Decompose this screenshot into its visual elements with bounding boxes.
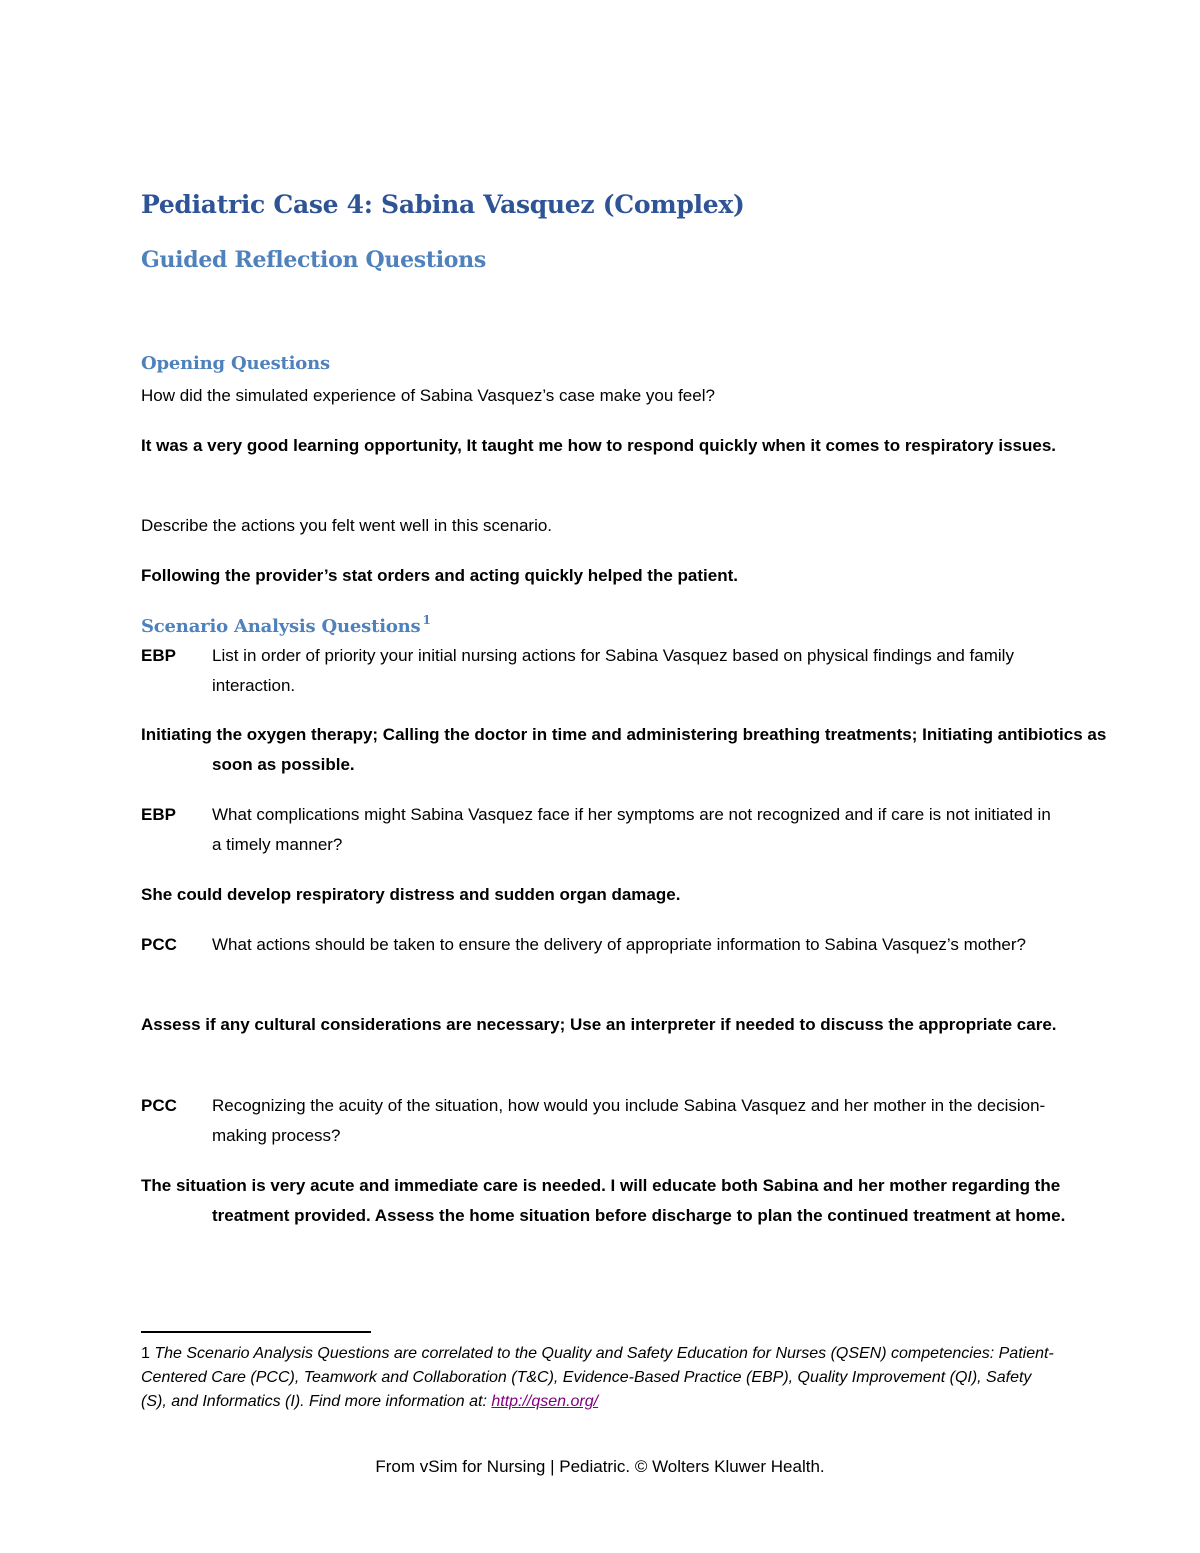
footnote-separator — [141, 1331, 371, 1333]
footnote — [141, 1342, 1061, 1414]
footnote-reference[interactable]: 1 — [422, 613, 431, 627]
analysis-answer-1: Initiating the oxygen therapy; Calling the doctor in time and administering breathing treatments; Initiating antibiotics as soon as possible. — [141, 725, 1107, 774]
question-text: Recognizing the acuity of the situation, how would you include Sabina Vasquez and her mother in the decision-making process? — [212, 1096, 1046, 1145]
footnote-text: The Scenario Analysis Questions are correlated to the Quality and Safety Education for Nurses (QSEN) competencies: Patient-Centered Care (PCC), Teamwork and Collaboration (T&C), Evidence-Based Practice (EBP), Quality Improvement (QI), Safety (S), and Informatics (I). Find more information at: — [141, 1345, 1054, 1410]
analysis-answer-3: Assess if any cultural considerations are necessary; Use an interpreter if needed to discuss the appropriate care. — [141, 1015, 1057, 1034]
competency-tag: EBP — [141, 805, 176, 824]
analysis-question-3 — [141, 930, 1061, 960]
page-footer: From vSim for Nursing | Pediatric. © Wolters Kluwer Health. — [375, 1457, 825, 1476]
analysis-answer-2: She could develop respiratory distress and sudden organ damage. — [141, 885, 681, 904]
scenario-analysis-heading — [141, 613, 431, 637]
opening-questions-heading: Opening Questions — [141, 353, 330, 374]
scenario-analysis-heading-text: Scenario Analysis Questions — [141, 616, 421, 637]
opening-answer-1: It was a very good learning opportunity, It taught me how to respond quickly when it comes to respiratory issues. — [141, 436, 1057, 455]
question-text: What actions should be taken to ensure the delivery of appropriate information to Sabina Vasquez’s mother? — [212, 935, 1026, 954]
document-subtitle: Guided Reflection Questions — [141, 247, 486, 273]
qsen-link[interactable]: http://qsen.org/ — [491, 1393, 599, 1410]
opening-answer-2: Following the provider’s stat orders and acting quickly helped the patient. — [141, 566, 738, 585]
footnote-number: 1 — [141, 1345, 150, 1362]
analysis-question-4 — [141, 1091, 1061, 1151]
analysis-question-1 — [141, 641, 1061, 701]
opening-question-1: How did the simulated experience of Sabina Vasquez’s case make you feel? — [141, 386, 715, 405]
competency-tag: PCC — [141, 1096, 177, 1115]
analysis-answer-4: The situation is very acute and immediate care is needed. I will educate both Sabina and her mother regarding the treatment provided. Assess the home situation before discharge to plan the continued treatment at home. — [141, 1176, 1066, 1225]
document-title: Pediatric Case 4: Sabina Vasquez (Complex) — [141, 190, 745, 219]
competency-tag: PCC — [141, 935, 177, 954]
question-text: List in order of priority your initial nursing actions for Sabina Vasquez based on physical findings and family interaction. — [212, 646, 1014, 695]
opening-question-2: Describe the actions you felt went well in this scenario. — [141, 516, 553, 535]
analysis-question-2 — [141, 800, 1061, 860]
question-text: What complications might Sabina Vasquez face if her symptoms are not recognized and if care is not initiated in a timely manner? — [212, 805, 1051, 854]
competency-tag: EBP — [141, 646, 176, 665]
